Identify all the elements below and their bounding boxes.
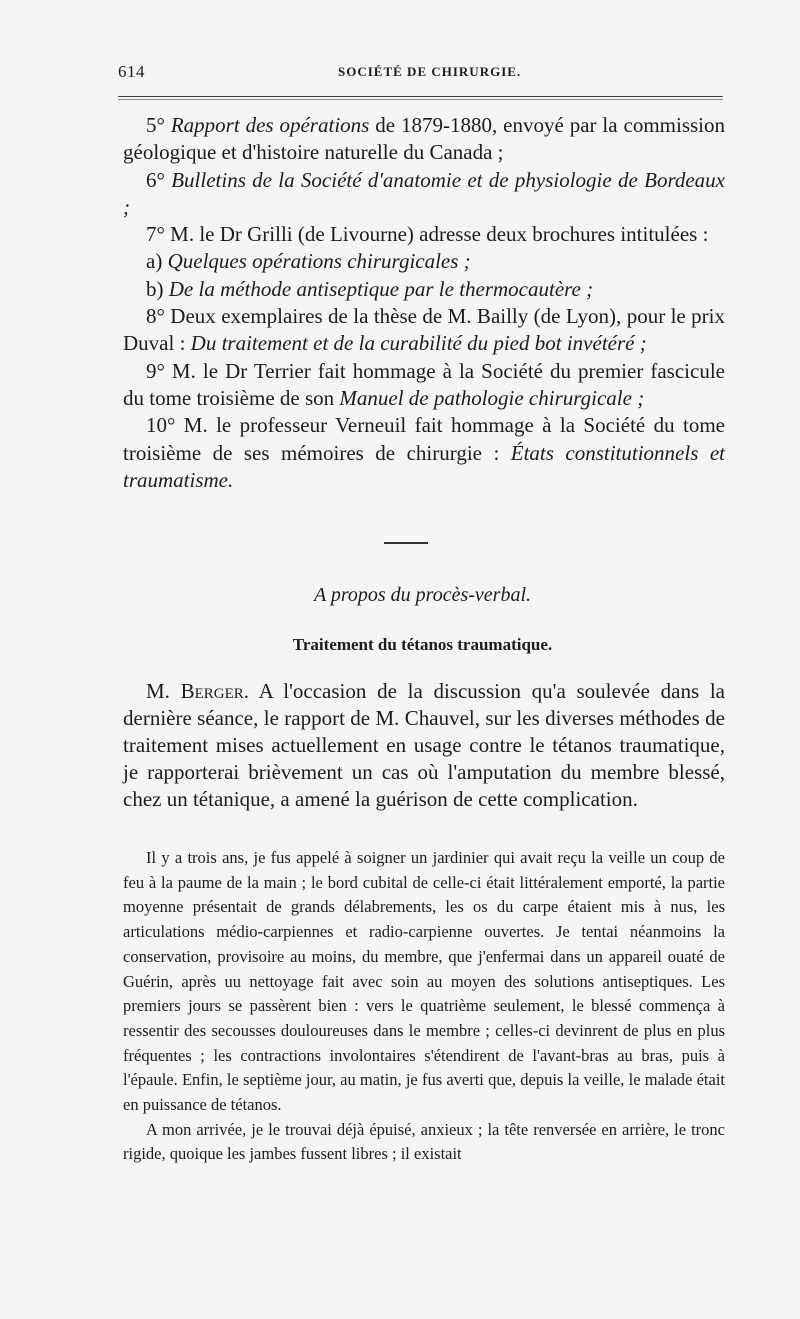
sub-item-title: De la méthode antiseptique par le thermocautère ; — [168, 276, 594, 301]
intro-paragraph — [123, 678, 725, 813]
item-title: Du traitement et de la curabilité du pied bot invétéré ; — [190, 331, 647, 356]
list-of-items — [123, 112, 725, 494]
item-number: 5° — [146, 113, 165, 137]
sub-item — [123, 276, 725, 303]
sub-item — [123, 248, 725, 275]
speaker-name: M. Berger. — [146, 679, 250, 703]
page-number: 614 — [118, 62, 145, 81]
item-title: États constitutionnels et traumatisme. — [123, 440, 725, 492]
item-title: Manuel de pathologie chirurgicale ; — [339, 385, 645, 410]
section-separator — [384, 542, 428, 544]
item-number: 6° — [146, 167, 165, 192]
item-text: 8° Deux exemplaires de la thèse de M. Bailly (de Lyon), pour le prix Duval : — [123, 304, 725, 356]
list-item — [123, 112, 725, 167]
item-title: Rapport des opérations — [170, 113, 370, 137]
list-item — [123, 358, 725, 413]
intro-text: A l'occasion de la discussion qu'a soulevée dans la dernière séance, le rapport de M. Chauvel, sur les diverses méthodes de traitement mises actuellement en usage contre le tétanos traumatique, je rapporterai brièvement un cas où l'amputation du membre blessé, chez un tétanique, a amené la guérison de cette complication. — [123, 679, 725, 811]
list-item — [123, 167, 725, 222]
item-text: 10° M. le professeur Verneuil fait hommage à la Société du tome troisième de ses mémoires de chirurgie : — [123, 413, 725, 465]
list-item — [123, 303, 725, 358]
section-subtitle: Traitement du tétanos traumatique. — [292, 635, 553, 654]
item-text: 9° M. le Dr Terrier fait hommage à la Société du premier fascicule du tome troisième de son — [123, 358, 725, 410]
item-text: de 1879-1880, envoyé par la commission géologique et d'histoire naturelle du Canada ; — [123, 113, 725, 165]
header-rule — [118, 96, 723, 97]
section-title: A propos du procès-verbal. — [313, 584, 531, 606]
sub-item-label: b) — [146, 276, 164, 301]
list-item — [123, 412, 725, 494]
case-paragraph: Il y a trois ans, je fus appelé à soigner un jardinier qui avait reçu la veille un coup de feu à la paume de la main ; le bord cubital de celle-ci était littéralement emporté, la partie moyenne présentait de grands délabrements, les os du carpe étaient mis à nus, les articulations médio-carpiennes et radio-carpienne ouvertes. Je tentai néanmoins la conservation, provisoire au moins, du membre, que j'enfermai dans un appareil ouaté de Guérin, après uu nettoyage fait avec soin au moyen des solutions antiseptiques. Les premiers jours se passèrent bien : vers le quatrième seulement, le blessé commença à ressentir des secousses douloureuses dans le membre ; celles-ci devinrent de plus en plus fréquentes ; les contractions involontaires s'étendirent de l'avant-bras au bras, puis à l'épaule. Enfin, le septième jour, au matin, je fus averti que, depuis la veille, le malade était en puissance de tétanos. — [123, 848, 725, 1115]
sub-item-title: Quelques opérations chirurgicales ; — [167, 249, 471, 274]
case-paragraph: A mon arrivée, je le trouvai déjà épuisé, anxieux ; la tête renversée en arrière, le tronc rigide, quoique les jambes fussent libres ; il existait — [123, 1119, 725, 1164]
sub-item-label: a) — [146, 249, 163, 274]
list-item: 7° M. le Dr Grilli (de Livourne) adresse deux brochures intitulées : — [146, 222, 709, 247]
case-report — [123, 846, 725, 1167]
running-title: SOCIÉTÉ DE CHIRURGIE. — [338, 64, 522, 79]
item-title: Bulletins de la Société d'anatomie et de physiologie de Bordeaux ; — [123, 167, 726, 219]
